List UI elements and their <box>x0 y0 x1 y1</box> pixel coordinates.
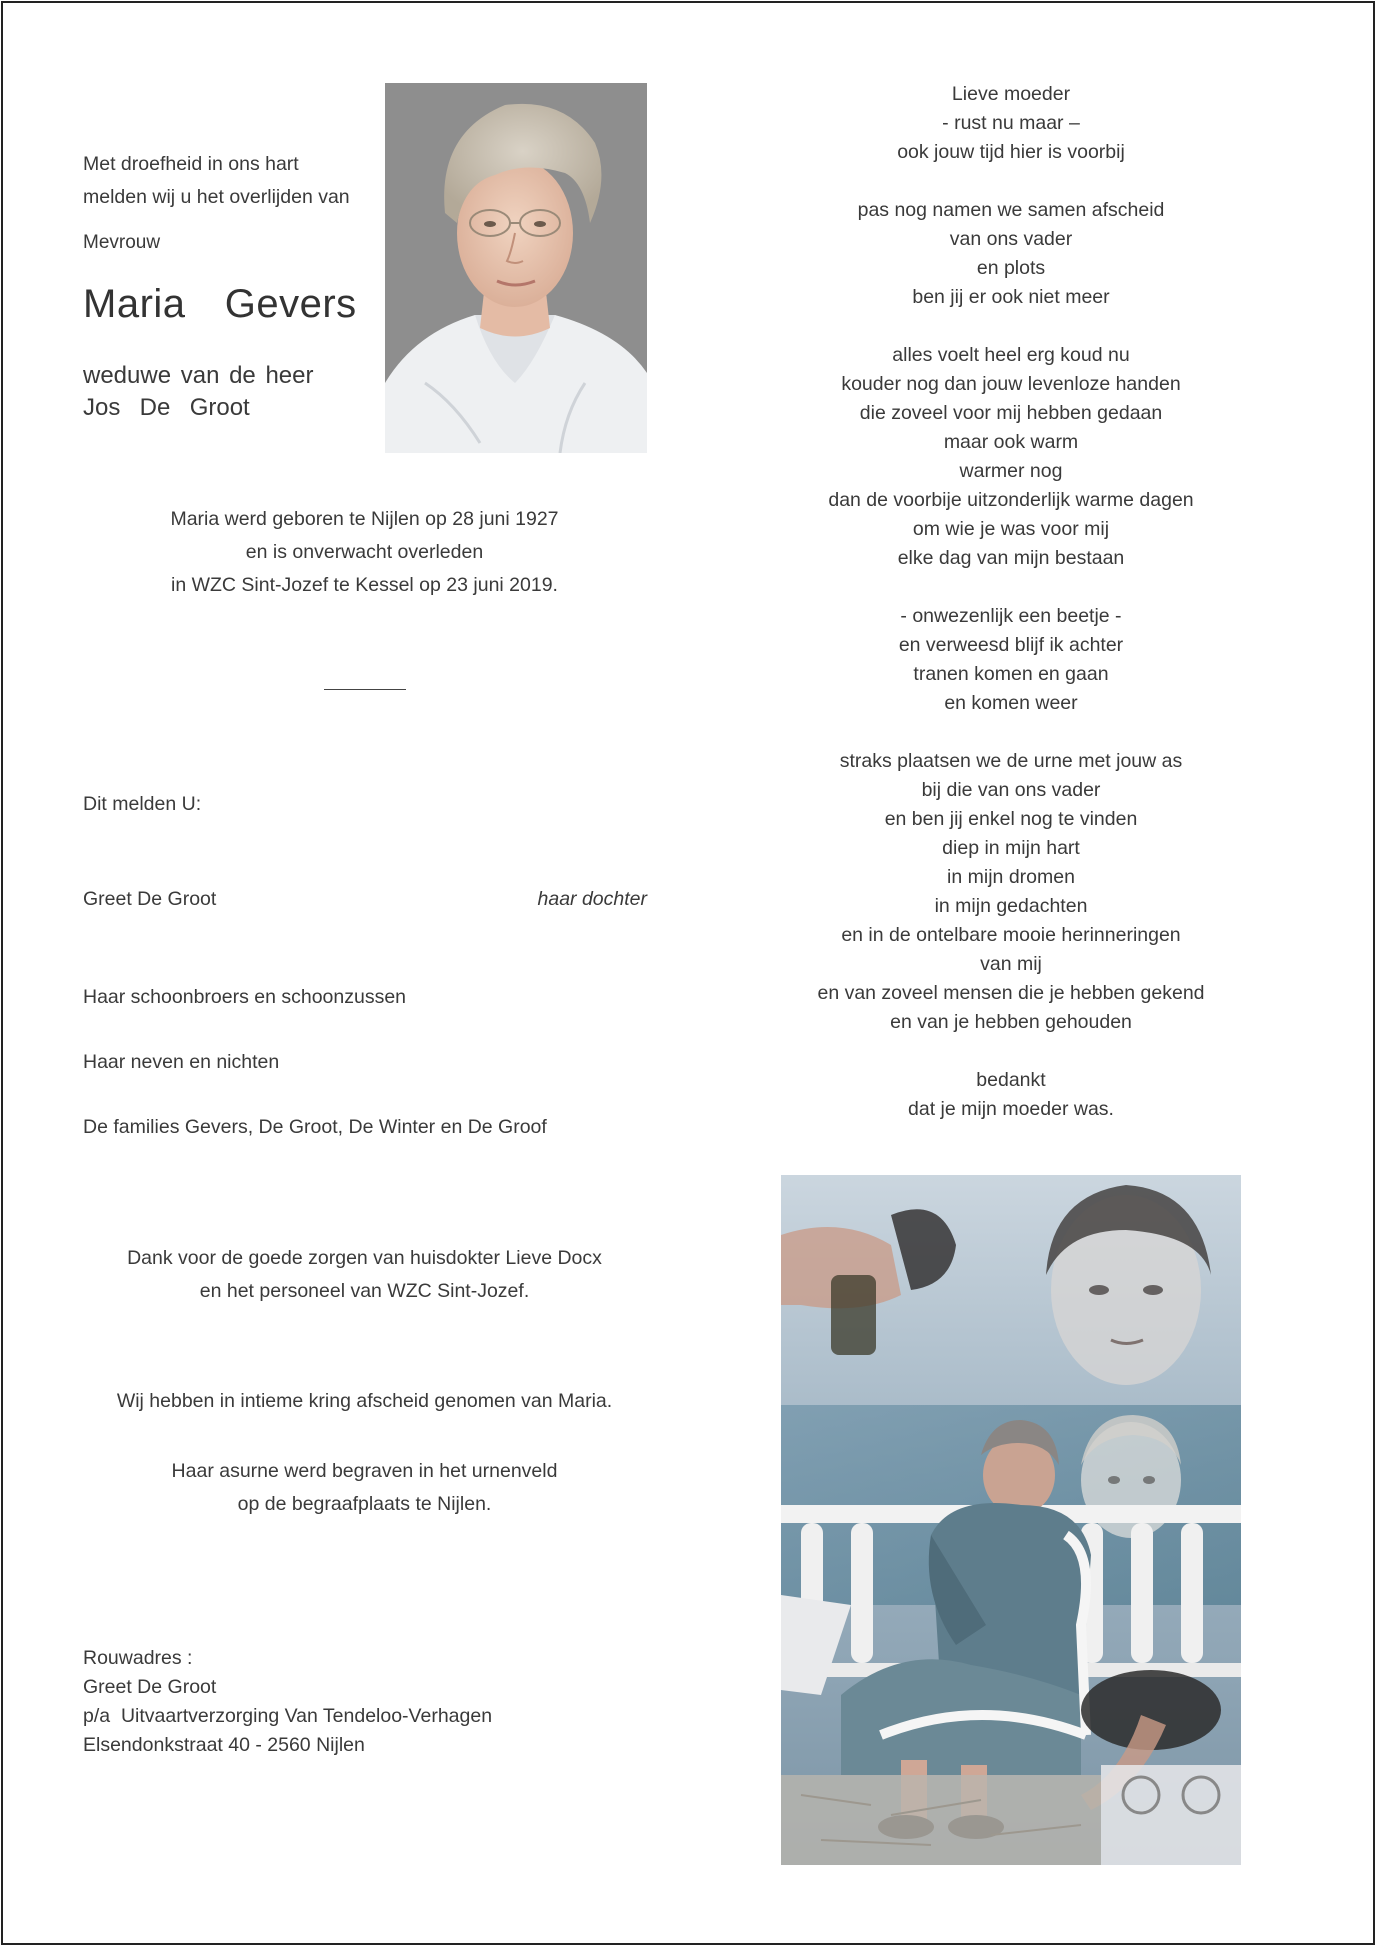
poem-line: maar ook warm <box>943 431 1079 453</box>
poem-line: bij die van ons vader <box>921 779 1101 801</box>
poem-line: om wie je was voor mij <box>912 518 1110 540</box>
collage-photo <box>781 1175 1241 1865</box>
widow-line: weduwe van de heer <box>83 362 314 389</box>
announcement-label: Dit melden U: <box>83 793 202 815</box>
poem-line: in mijn dromen <box>947 866 1075 888</box>
mourning-address <box>83 1644 492 1760</box>
urn-line: op de begraafplaats te Nijlen. <box>237 1493 492 1515</box>
poem-line: straks plaatsen we de urne met jouw as <box>839 750 1183 772</box>
daughter-relation: haar dochter <box>537 888 647 910</box>
poem-line: warmer nog <box>959 460 1063 482</box>
poem-line: diep in mijn hart <box>942 837 1080 859</box>
thanks-line: en het personeel van WZC Sint-Jozef. <box>199 1280 530 1302</box>
poem-line: - onwezenlijk een beetje - <box>900 605 1122 627</box>
relatives-line: Haar schoonbroers en schoonzussen <box>83 986 407 1008</box>
widow-of <box>83 360 313 424</box>
spouse-name: Jos De Groot <box>83 394 250 421</box>
poem-line: en van je hebben gehouden <box>890 1011 1132 1033</box>
poem-line: dan de voorbije uitzonderlijk warme dagen <box>828 489 1194 511</box>
poem-line: en in de ontelbare mooie herinneringen <box>841 924 1181 946</box>
poem-stanza <box>780 196 1242 312</box>
poem-stanza <box>780 80 1242 167</box>
address-line: p/a Uitvaartverzorging Van Tendeloo-Verhagen <box>83 1705 493 1727</box>
portrait-photo <box>385 83 647 453</box>
birth-death-details <box>83 503 646 602</box>
poem-line: ben jij er ook niet meer <box>912 286 1110 308</box>
deceased-name: Maria Gevers <box>83 282 357 326</box>
urn-line: Haar asurne werd begraven in het urnenveld <box>171 1460 558 1482</box>
poem-line: en van zoveel mensen die je hebben gekend <box>817 982 1205 1004</box>
poem-line: Lieve moeder <box>951 83 1071 105</box>
poem-line: - rust nu maar – <box>942 112 1080 134</box>
urn-text <box>83 1455 646 1521</box>
poem-line: en plots <box>976 257 1046 279</box>
poem-line: ook jouw tijd hier is voorbij <box>897 141 1125 163</box>
poem-line: en ben jij enkel nog te vinden <box>884 808 1138 830</box>
salutation: Mevrouw <box>83 232 161 253</box>
relatives-line: Haar neven en nichten <box>83 1051 280 1073</box>
poem-line: dat je mijn moeder was. <box>908 1098 1114 1120</box>
poem-stanza <box>780 747 1242 1037</box>
birth-line: Maria werd geboren te Nijlen op 28 juni 1927 <box>170 508 559 530</box>
intro-line: Met droefheid in ons hart <box>83 153 299 175</box>
poem-line: en verweesd blijf ik achter <box>898 634 1124 656</box>
address-line: Rouwadres : <box>83 1647 193 1669</box>
address-line: Greet De Groot <box>83 1676 217 1698</box>
daughter-name: Greet De Groot <box>83 888 217 910</box>
poem-stanza <box>780 602 1242 718</box>
address-line: Elsendonkstraat 40 - 2560 Nijlen <box>83 1734 365 1756</box>
poem-line: van mij <box>980 953 1042 975</box>
poem-line: en komen weer <box>944 692 1078 714</box>
poem-line: alles voelt heel erg koud nu <box>892 344 1130 366</box>
poem-line: van ons vader <box>949 228 1073 250</box>
thanks-line: Dank voor de goede zorgen van huisdokter Lieve Docx <box>127 1247 602 1269</box>
poem-line: die zoveel voor mij hebben gedaan <box>859 402 1163 424</box>
relatives-line: De families Gevers, De Groot, De Winter en De Groof <box>83 1116 547 1138</box>
separator-line <box>324 689 406 690</box>
birth-line: in WZC Sint-Jozef te Kessel op 23 juni 2019. <box>171 574 558 596</box>
birth-line: en is onverwacht overleden <box>245 541 484 563</box>
poem-line: elke dag van mijn bestaan <box>897 547 1125 569</box>
poem <box>780 80 1242 1153</box>
poem-stanza <box>780 1066 1242 1124</box>
poem-line: kouder nog dan jouw levenloze handen <box>841 373 1181 395</box>
poem-line: tranen komen en gaan <box>913 663 1109 685</box>
thanks-text <box>83 1242 646 1308</box>
poem-line: bedankt <box>976 1069 1046 1091</box>
poem-line: pas nog namen we samen afscheid <box>857 199 1165 221</box>
poem-line: in mijn gedachten <box>934 895 1088 917</box>
intro-text <box>83 148 383 214</box>
intro-line: melden wij u het overlijden van <box>83 186 350 208</box>
poem-stanza <box>780 341 1242 573</box>
farewell-text: Wij hebben in intieme kring afscheid genomen van Maria. <box>116 1390 613 1412</box>
